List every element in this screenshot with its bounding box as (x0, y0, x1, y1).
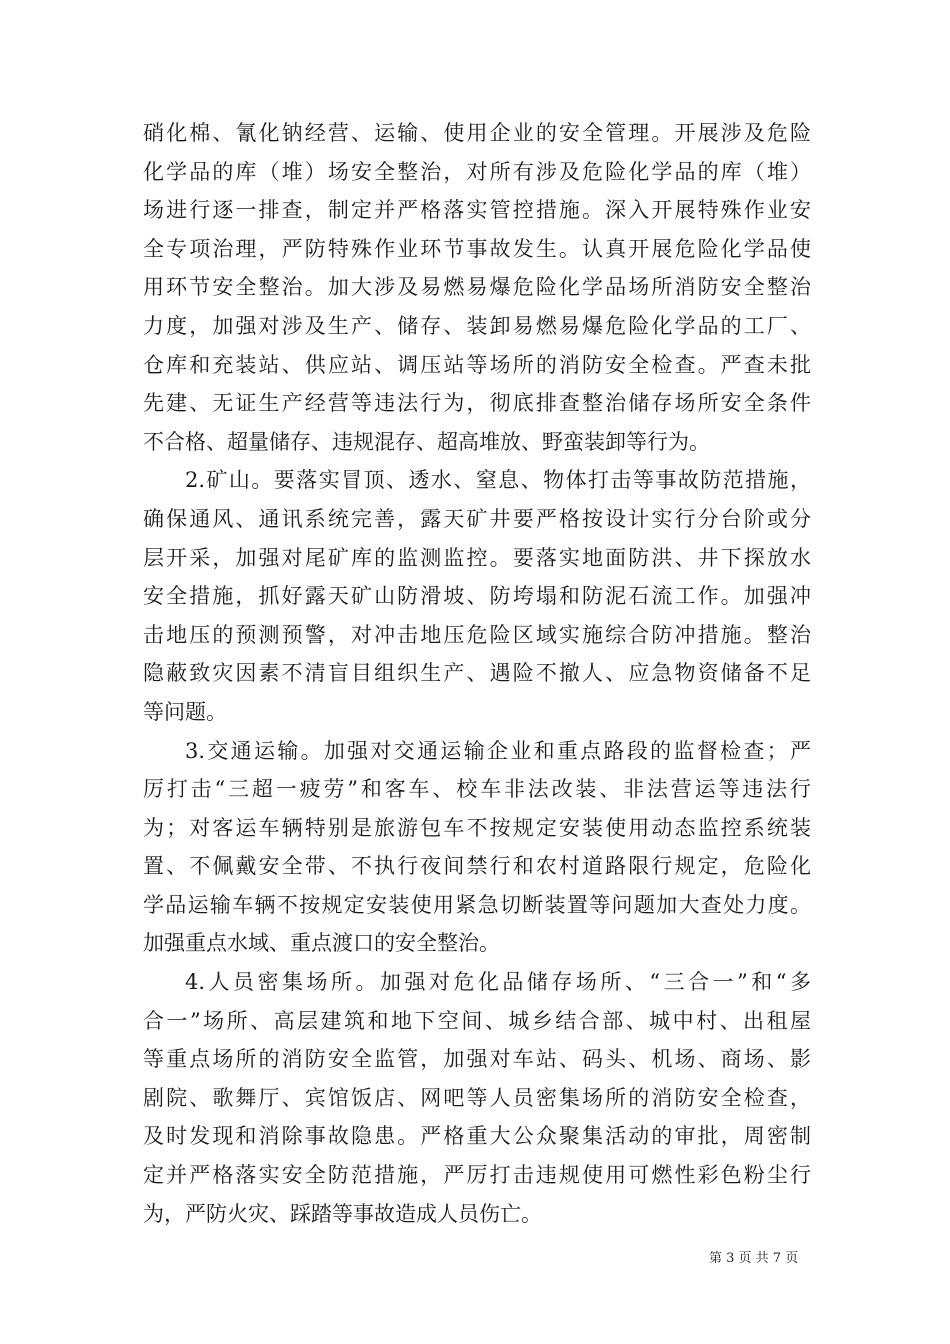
text-line: 等问题。 (143, 699, 227, 724)
text-line: 层开采，加强对尾矿库的监测监控。要落实地面防洪、井下探放水 (143, 545, 811, 570)
page-number: 第 3 页 共 7 页 (709, 1251, 799, 1266)
text-line: 加强重点水域、重点渡口的安全整治。 (143, 931, 500, 956)
text-line: 安全措施，抓好露天矿山防滑坡、防垮塌和防泥石流工作。加强冲 (143, 584, 811, 609)
text-line: 全专项治理，严防特殊作业环节事故发生。认真开展危险化学品使 (143, 236, 811, 261)
text-line: 为，严防火灾、踩踏等事故造成人员伤亡。 (143, 1201, 542, 1226)
text-line: 用环节安全整治。加大涉及易燃易爆危险化学品场所消防安全整治 (143, 275, 811, 300)
text-line: 先建、无证生产经营等违法行为，彻底排查整治储存场所安全条件 (143, 391, 811, 416)
text-line: 剧院、歌舞厅、宾馆饭店、网吧等人员密集场所的消防安全检查， (143, 1085, 811, 1110)
document-body (143, 114, 811, 1233)
text-line: 3.交通运输。加强对交通运输企业和重点路段的监督检查；严 (185, 738, 811, 763)
text-line: 及时发现和消除事故隐患。严格重大公众聚集活动的审批，周密制 (143, 1124, 811, 1149)
text-line: 厉打击“三超一疲劳”和客车、校车非法改装、非法营运等违法行 (143, 777, 811, 802)
text-line: 定并严格落实安全防范措施，严厉打击违规使用可燃性彩色粉尘行 (143, 1163, 811, 1188)
text-line: 4.人员密集场所。加强对危化品储存场所、“三合一”和“多 (185, 970, 811, 995)
text-line: 仓库和充装站、供应站、调压站等场所的消防安全检查。严查未批 (143, 352, 811, 377)
text-line: 置、不佩戴安全带、不执行夜间禁行和农村道路限行规定，危险化 (143, 854, 811, 879)
text-line: 化学品的库（堆）场安全整治，对所有涉及危险化学品的库（堆） (143, 159, 811, 184)
text-line: 合一”场所、高层建筑和地下空间、城乡结合部、城中村、出租屋 (143, 1008, 811, 1033)
text-line: 硝化棉、氰化钠经营、运输、使用企业的安全管理。开展涉及危险 (143, 121, 811, 145)
text-line: 为；对客运车辆特别是旅游包车不按规定安装使用动态监控系统装 (143, 815, 811, 840)
text-line: 不合格、超量储存、违规混存、超高堆放、野蛮装卸等行为。 (143, 429, 710, 454)
text-line: 2.矿山。要落实冒顶、透水、窒息、物体打击等事故防范措施， (185, 468, 811, 493)
text-line: 击地压的预测预警，对冲击地压危险区域实施综合防冲措施。整治 (143, 622, 811, 647)
text-line: 确保通风、通讯系统完善，露天矿井要严格按设计实行分台阶或分 (143, 506, 811, 531)
text-line: 场进行逐一排查，制定并严格落实管控措施。深入开展特殊作业安 (143, 198, 811, 223)
text-line: 等重点场所的消防安全监管，加强对车站、码头、机场、商场、影 (143, 1047, 811, 1072)
text-line: 学品运输车辆不按规定安装使用紧急切断装置等问题加大查处力度。 (143, 892, 811, 917)
text-line: 隐蔽致灾因素不清盲目组织生产、遇险不撤人、应急物资储备不足 (143, 661, 811, 686)
text-line: 力度，加强对涉及生产、储存、装卸易燃易爆危险化学品的工厂、 (143, 313, 811, 338)
